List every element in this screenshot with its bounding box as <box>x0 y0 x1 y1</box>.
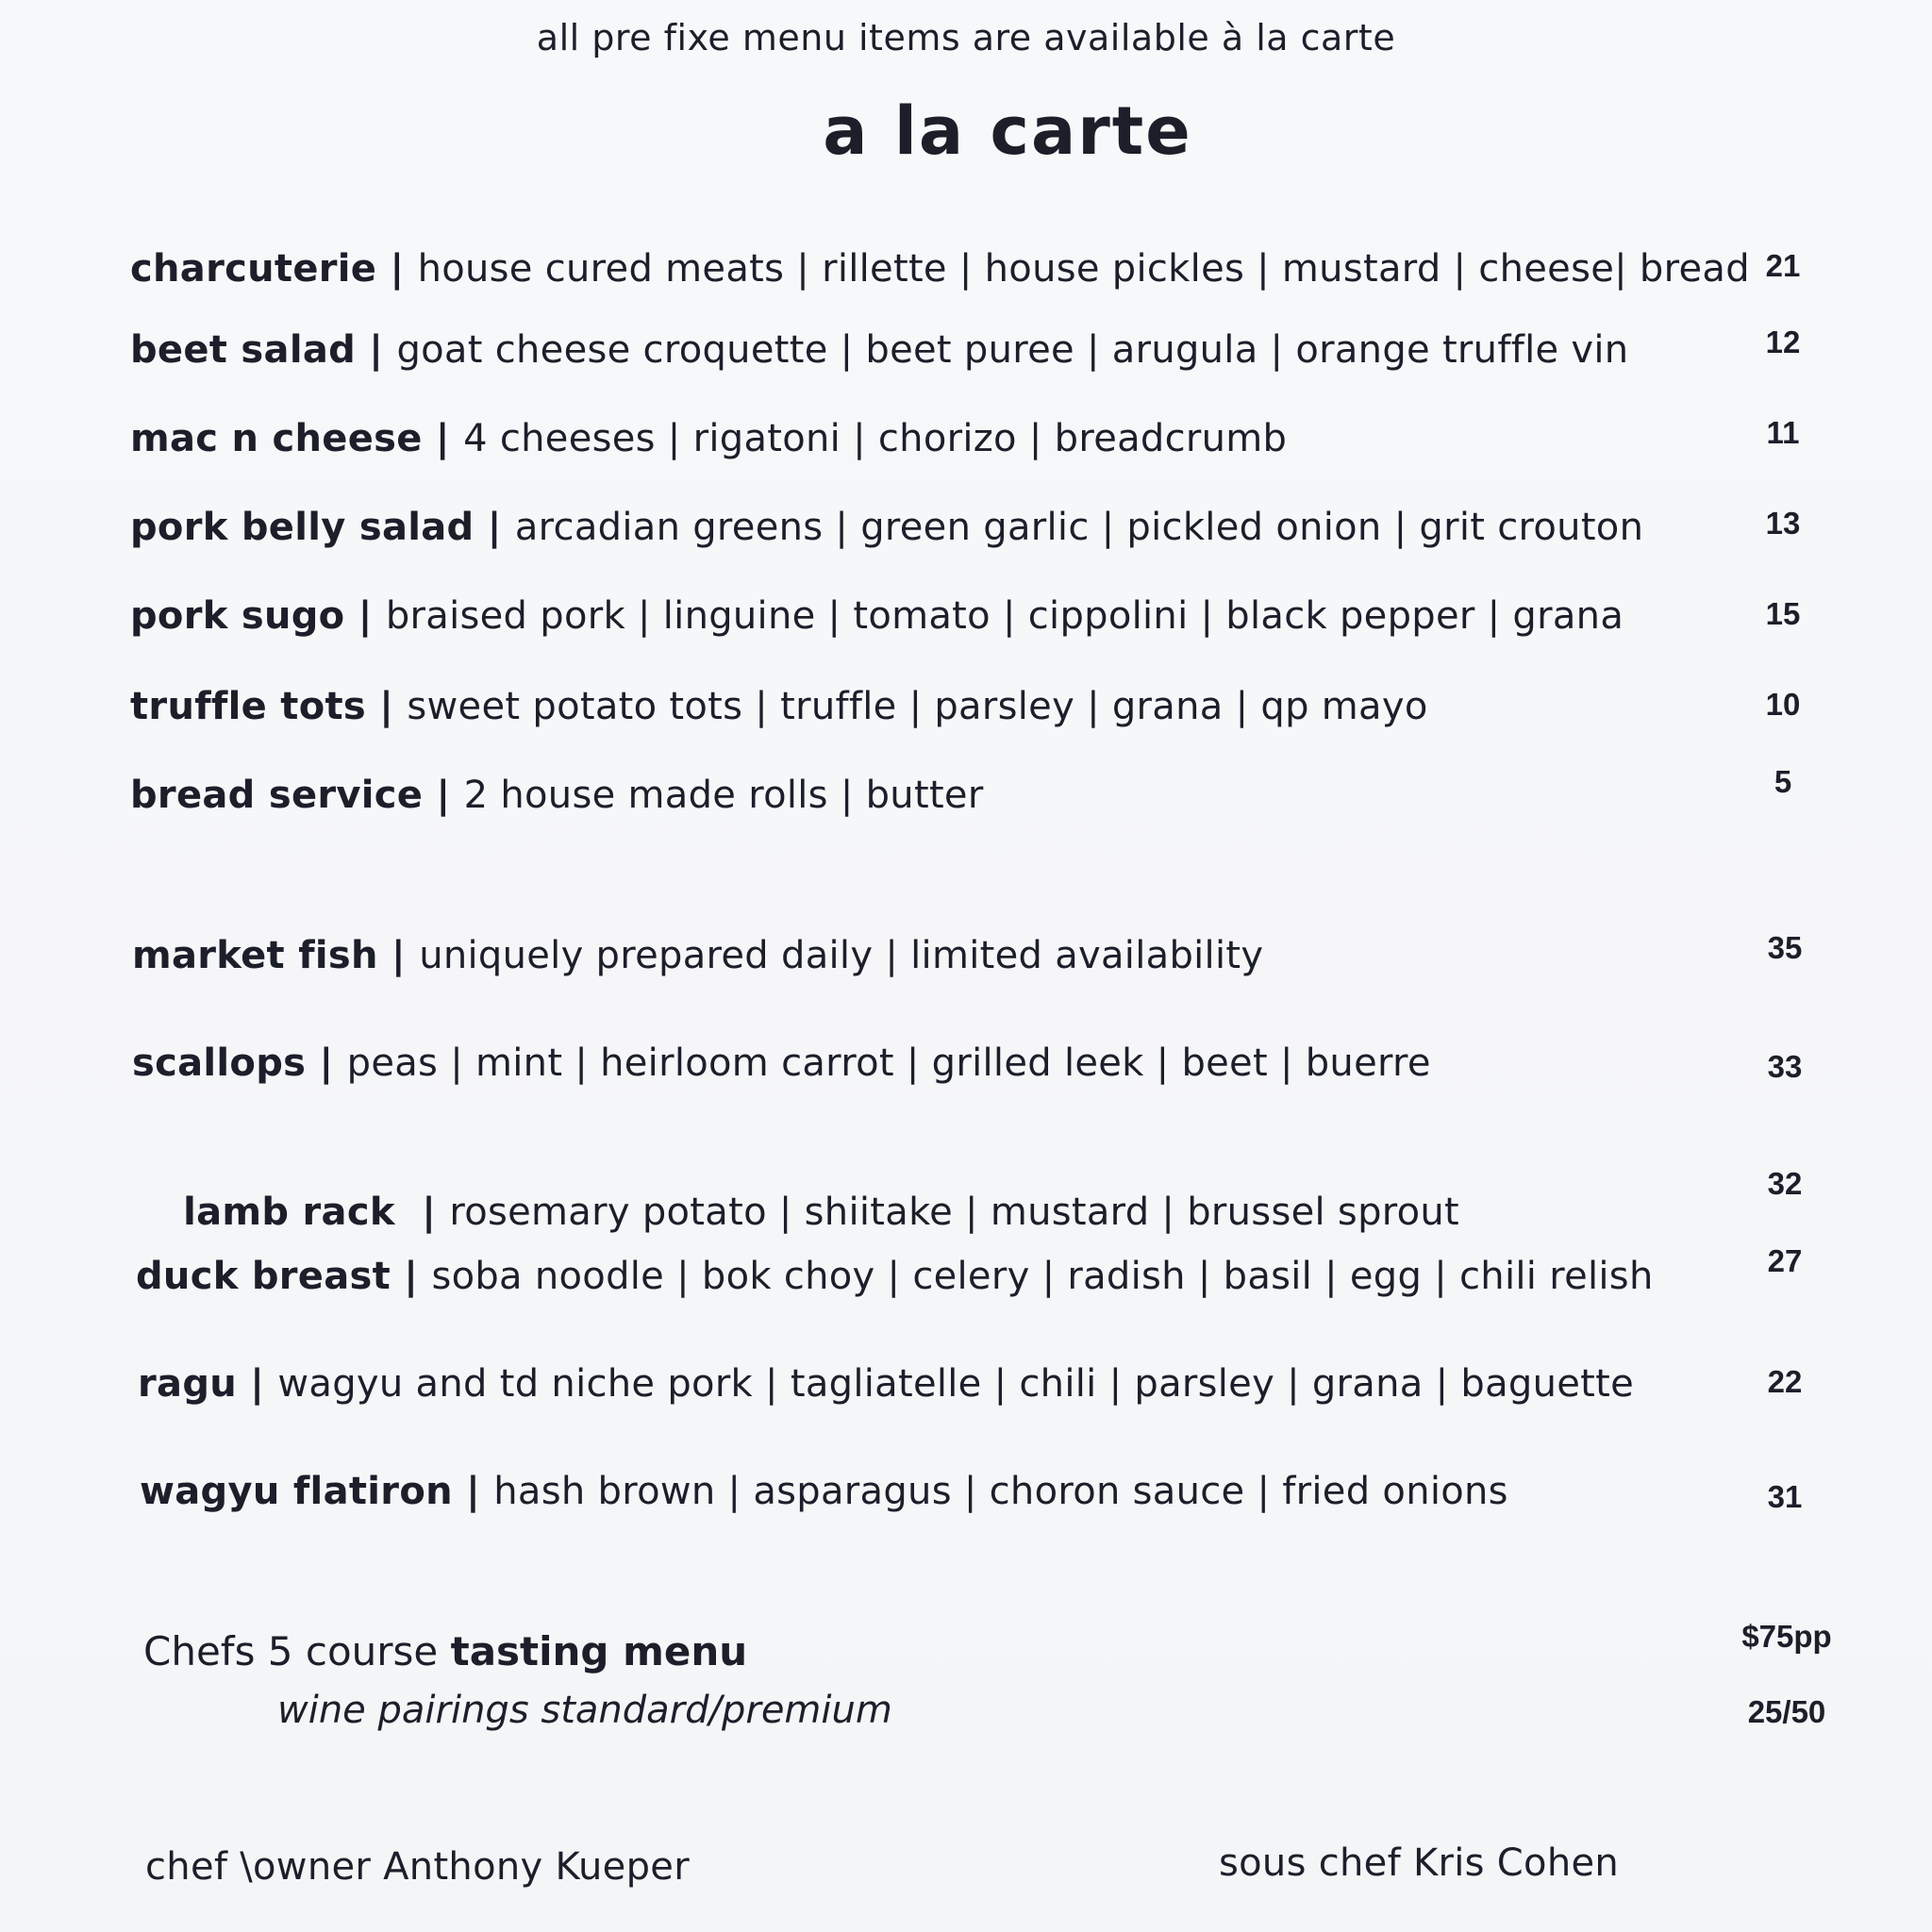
item-price: 10 <box>1765 687 1801 722</box>
item-separator: | <box>391 1255 432 1298</box>
item-description: peas | mint | heirloom carrot | grilled leek | beet | buerre <box>346 1041 1431 1085</box>
item-description: goat cheese croquette | beet puree | arugula | orange truffle vin <box>396 328 1629 372</box>
item-price: 31 <box>1767 1479 1803 1514</box>
menu-item <box>130 506 1643 549</box>
item-price: 15 <box>1765 596 1801 631</box>
item-separator: | <box>474 506 515 549</box>
tasting-menu-line <box>143 1628 747 1674</box>
item-name: lamb rack <box>183 1191 408 1234</box>
menu-item <box>140 1470 1508 1513</box>
menu-item <box>136 1255 1654 1298</box>
item-description: uniquely prepared daily | limited availability <box>419 934 1264 977</box>
menu-item <box>130 685 1428 728</box>
item-name: pork belly salad <box>130 506 475 549</box>
item-description: sweet potato tots | truffle | parsley | grana | qp mayo <box>407 685 1428 728</box>
menu-item <box>138 1362 1634 1406</box>
item-description: braised pork | linguine | tomato | cippolini | black pepper | grana <box>385 594 1624 638</box>
item-description: house cured meats | rillette | house pickles | mustard | cheese| bread <box>417 247 1750 291</box>
menu-item <box>130 417 1287 460</box>
tasting-prefix: Chefs 5 course <box>143 1628 439 1674</box>
item-price: 33 <box>1767 1049 1803 1084</box>
item-price: 35 <box>1767 930 1803 965</box>
item-name: bread service <box>130 774 424 817</box>
item-name: truffle tots <box>130 685 367 728</box>
wine-pairing-line: wine pairings standard/premium <box>277 1689 892 1732</box>
item-description: soba noodle | bok choy | celery | radish | basil | egg | chili relish <box>431 1255 1654 1298</box>
sous-chef-credit: sous chef Kris Cohen <box>1219 1841 1620 1885</box>
item-price: 11 <box>1766 415 1800 450</box>
item-separator: | <box>423 774 464 817</box>
item-name: charcuterie <box>130 247 377 291</box>
item-price: 22 <box>1767 1364 1803 1399</box>
menu-item <box>130 594 1624 638</box>
item-description: arcadian greens | green garlic | pickled onion | grit crouton <box>514 506 1644 549</box>
item-separator: | <box>377 934 420 977</box>
item-price: 13 <box>1765 506 1801 541</box>
tasting-title: tasting menu <box>450 1628 748 1674</box>
availability-note: all pre fixe menu items are available à la carte <box>536 17 1396 58</box>
item-separator: | <box>237 1362 278 1406</box>
menu-item <box>130 247 1750 291</box>
menu-item <box>130 328 1628 372</box>
item-name: wagyu flatiron <box>140 1470 453 1513</box>
item-price: 27 <box>1767 1243 1803 1278</box>
item-name: duck breast <box>136 1255 391 1298</box>
item-name: beet salad <box>130 328 357 372</box>
item-name: scallops <box>132 1041 307 1085</box>
wine-pairing-price: 25/50 <box>1747 1694 1826 1729</box>
item-separator: | <box>452 1470 494 1513</box>
item-description: 4 cheeses | rigatoni | chorizo | breadcrumb <box>463 417 1288 460</box>
item-description: rosemary potato | shiitake | mustard | brussel sprout <box>449 1191 1460 1234</box>
item-separator: | <box>422 417 464 460</box>
item-separator: | <box>376 247 418 291</box>
item-name: pork sugo <box>130 594 345 638</box>
menu-item <box>132 934 1263 977</box>
item-description: wagyu and td niche pork | tagliatelle | chili | parsley | grana | baguette <box>277 1362 1635 1406</box>
item-description: 2 house made rolls | butter <box>463 774 984 817</box>
menu-item <box>132 1041 1431 1085</box>
item-price: 12 <box>1765 325 1801 359</box>
menu-item <box>130 774 984 817</box>
item-name: market fish <box>132 934 378 977</box>
item-price: 32 <box>1767 1166 1803 1201</box>
item-separator: | <box>408 1191 450 1234</box>
item-name: ragu <box>138 1362 238 1406</box>
item-description: hash brown | asparagus | choron sauce | fried onions <box>493 1470 1508 1513</box>
item-price: 21 <box>1765 248 1801 283</box>
item-separator: | <box>344 594 386 638</box>
tasting-price: $75pp <box>1741 1619 1832 1654</box>
item-separator: | <box>356 328 397 372</box>
item-name: mac n cheese <box>130 417 423 460</box>
item-price: 5 <box>1774 764 1792 799</box>
item-separator: | <box>366 685 408 728</box>
item-separator: | <box>306 1041 347 1085</box>
menu-title: a la carte <box>823 92 1192 170</box>
chef-owner-credit: chef \owner Anthony Kueper <box>145 1845 690 1889</box>
